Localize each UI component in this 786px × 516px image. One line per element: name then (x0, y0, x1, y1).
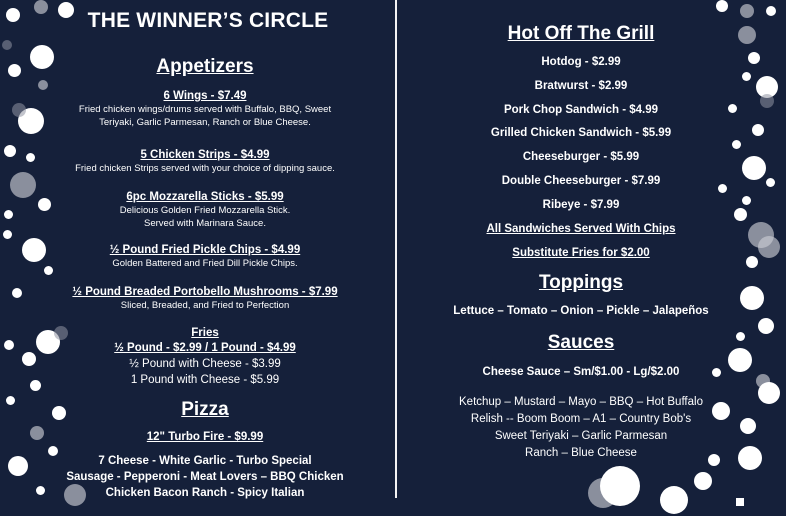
bubble (10, 172, 36, 198)
page-title: THE WINNER’S CIRCLE (87, 9, 329, 32)
menu-item (50, 89, 360, 129)
fries-item (50, 326, 360, 388)
item-desc: Served with Marinara Sauce. (144, 218, 266, 229)
grill-item: Grilled Chicken Sandwich - $5.99 (490, 127, 672, 139)
sauce-list (440, 394, 722, 462)
item-name: 6pc Mozzarella Sticks - $5.99 (126, 191, 284, 203)
pizza-line: Sausage - Pepperoni - Meat Lovers – BBQ Chicken (66, 471, 344, 483)
bubble (12, 103, 26, 117)
bubble (748, 52, 760, 64)
menu-item (50, 148, 360, 175)
bubble (6, 396, 15, 405)
sauce-line: Relish -- Boom Boom – A1 – Country Bob's (470, 413, 692, 425)
grill-item: Pork Chop Sandwich - $4.99 (503, 104, 658, 116)
grill-item: Cheeseburger - $5.99 (522, 151, 640, 163)
bubble (600, 466, 640, 506)
fries-cheese-line: 1 Pound with Cheese - $5.99 (130, 374, 280, 386)
bubble (736, 332, 745, 341)
bubble (736, 498, 744, 506)
item-name: 12" Turbo Fire - $9.99 (146, 431, 264, 443)
fries-price-line: ½ Pound - $2.99 / 1 Pound - $4.99 (114, 342, 296, 354)
grill-note: Substitute Fries for $2.00 (512, 247, 650, 259)
menu-item (50, 190, 360, 230)
sauce-line: Sweet Teriyaki – Garlic Parmesan (494, 430, 668, 442)
bubble (4, 340, 14, 350)
bubble (746, 256, 758, 268)
bubble (6, 8, 20, 22)
item-name: ½ Pound Breaded Portobello Mushrooms - $7.99 (72, 286, 338, 298)
bubble (734, 208, 747, 221)
pizza-item (50, 430, 360, 444)
bubble (660, 486, 688, 514)
pizza-heading: Pizza (181, 399, 229, 420)
item-name: Fries (191, 327, 219, 339)
toppings-heading: Toppings (538, 272, 624, 293)
bubble (732, 140, 741, 149)
bubble (2, 40, 12, 50)
bubble (36, 486, 45, 495)
grill-note: All Sandwiches Served With Chips (486, 223, 676, 235)
bubble (30, 380, 41, 391)
item-desc: Sliced, Breaded, and Fried to Perfection (120, 300, 290, 311)
bubble (740, 286, 764, 310)
item-desc: Delicious Golden Fried Mozzarella Stick. (119, 205, 291, 216)
item-name: ½ Pound Fried Pickle Chips - $4.99 (109, 244, 301, 256)
grill-item: Double Cheeseburger - $7.99 (501, 175, 661, 187)
pizza-list (50, 453, 360, 501)
bubble (740, 418, 756, 434)
item-desc: Teriyaki, Garlic Parmesan, Ranch or Blue Cheese. (99, 117, 311, 128)
item-name: 5 Chicken Strips - $4.99 (140, 149, 270, 161)
pizza-line: Chicken Bacon Ranch - Spicy Italian (105, 487, 305, 499)
bubble (742, 196, 751, 205)
menu-item (50, 285, 360, 312)
bubble (758, 318, 774, 334)
bubble (738, 26, 756, 44)
bubble (728, 104, 737, 113)
bubble (8, 456, 28, 476)
bubble (694, 472, 712, 490)
bubble (738, 446, 762, 470)
bubble (38, 80, 48, 90)
bubble (8, 64, 21, 77)
bubble (758, 236, 780, 258)
bubble (742, 72, 751, 81)
appetizers-heading: Appetizers (156, 56, 254, 77)
grill-item: Bratwurst - $2.99 (534, 80, 628, 92)
grill-heading: Hot Off The Grill (507, 23, 655, 44)
toppings-line: Lettuce – Tomato – Onion – Pickle – Jalapeños (453, 305, 709, 317)
bubble (22, 352, 36, 366)
bubble (766, 6, 776, 16)
bubble (22, 238, 46, 262)
bubble (752, 124, 764, 136)
bubble (758, 382, 780, 404)
item-desc: Fried chicken Strips served with your choice of dipping sauce. (75, 163, 335, 174)
item-name: 6 Wings - $7.49 (163, 90, 247, 102)
bubble (742, 156, 766, 180)
grill-item: Hotdog - $2.99 (541, 56, 621, 68)
bubble (740, 4, 754, 18)
sauces-heading: Sauces (547, 332, 615, 353)
sauce-line: Ketchup – Mustard – Mayo – BBQ – Hot Buffalo (459, 396, 703, 408)
bubble (12, 288, 22, 298)
cheese-sauce-line: Cheese Sauce – Sm/$1.00 - Lg/$2.00 (482, 366, 680, 378)
bubble (34, 0, 48, 14)
bubble (4, 210, 13, 219)
item-desc: Golden Battered and Fried Dill Pickle Chips. (112, 258, 298, 269)
bubble (760, 94, 774, 108)
bubble (26, 153, 35, 162)
bubble (30, 426, 44, 440)
grill-item: Ribeye - $7.99 (542, 199, 620, 211)
pizza-line: 7 Cheese - White Garlic - Turbo Special (98, 455, 312, 467)
bubble (766, 178, 775, 187)
bubble (716, 0, 728, 12)
bubble (3, 230, 12, 239)
bubble (728, 348, 752, 372)
column-divider (395, 0, 397, 498)
item-desc: Fried chicken wings/drums served with Buffalo, BBQ, Sweet (78, 104, 332, 115)
menu-item (50, 243, 360, 270)
sauce-line: Ranch – Blue Cheese (525, 447, 637, 459)
fries-cheese-line: ½ Pound with Cheese - $3.99 (129, 358, 281, 370)
bubble (4, 145, 16, 157)
